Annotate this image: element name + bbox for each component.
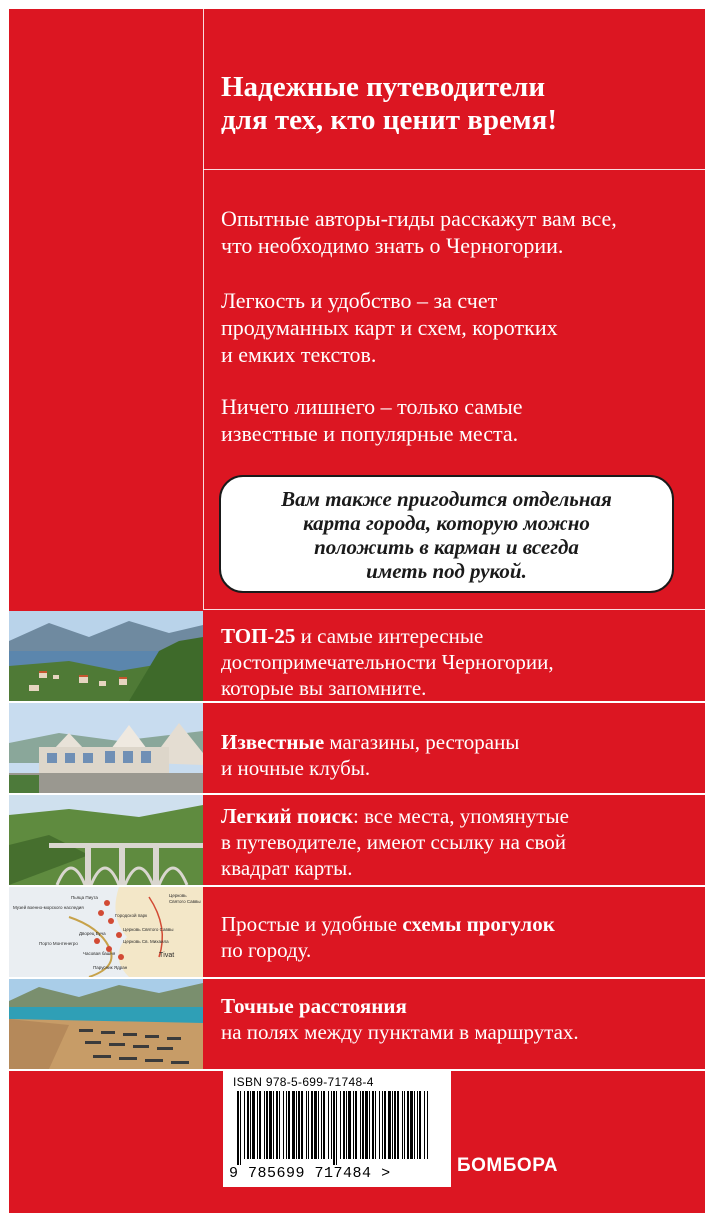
map-callout-box [219,475,674,593]
barcode-bar [394,1091,396,1159]
map-label-9: Церковь Св. Михаила [123,939,169,944]
intro-3-line-1: Ничего лишнего – только самые [221,394,523,419]
barcode-panel [223,1069,451,1187]
feature-3-line-3: квадрат карты. [221,856,353,880]
feature-5-bold: Точные расстояния [221,994,407,1018]
barcode-bar [269,1091,272,1159]
callout-line-2: карта города, которую можно [303,511,590,535]
barcode-bar [384,1091,386,1159]
barcode-bar [301,1091,303,1159]
feature-5-line-2: на полях между пунктами в маршрутах. [221,1020,579,1044]
feature-4-line-2: по городу. [221,938,312,962]
barcode-bar [240,1091,241,1165]
headline [221,71,691,137]
barcode-bar [397,1091,399,1159]
barcode-bar [333,1091,335,1165]
intro-3-line-2: известные и популярные места. [221,421,519,446]
feature-4-bold: схемы прогулок [402,912,555,936]
photo-bridge [9,795,203,885]
barcode-bar [392,1091,393,1159]
feature-3-rest: : все места, упомянутые [353,804,569,828]
barcode-bar [407,1091,409,1159]
feature-2-bold: Известные [221,730,325,754]
barcode-arrow: > [381,1165,391,1182]
callout-line-4: иметь под рукой. [366,559,527,583]
map-label-12: Парусник Ядран [93,965,128,970]
map-label-6: Дворец Буча [79,931,106,936]
map-label-8: Порто Монтенегро [39,941,78,946]
barcode-bar [244,1091,245,1159]
barcode-bar [292,1091,295,1159]
barcode-bar [237,1091,239,1165]
barcode-bar [259,1091,261,1159]
barcode-bar [252,1091,255,1159]
barcode-bar [414,1091,415,1159]
barcode-bar [419,1091,421,1159]
feature-4-pre: Простые и удобные [221,912,403,936]
features-top-divider [203,609,705,610]
barcode-bar [388,1091,391,1159]
map-label-10: Часовая башня [83,951,116,956]
barcode-bar [323,1091,325,1159]
back-cover [9,9,705,1213]
barcode-bar [321,1091,322,1159]
barcode-bar [427,1091,428,1159]
barcode-bar [286,1091,287,1159]
feature-1-line-3: которые вы запомните. [221,676,427,700]
feature-walking-routes [221,911,691,963]
intro-paragraph-ease [221,287,691,368]
feature-1-bold: ТОП-25 [221,624,296,648]
map-label-2: Музей военно-морского наследия [13,905,84,910]
barcode-bar [311,1091,313,1159]
feature-3-bold: Легкий поиск [221,804,354,828]
barcode-bar [314,1091,317,1159]
barcode-first-digit: 9 [229,1165,239,1182]
feature-distances [221,993,691,1045]
publisher-logo: БОМБОРА [457,1155,558,1176]
intro-2-line-1: Легкость и удобство – за счет [221,288,498,313]
intro-1-line-1: Опытные авторы-гиды расскажут вам все, [221,206,617,231]
feature-easy-search [221,803,691,881]
isbn-text: ISBN 978-5-699-71748-4 [233,1075,374,1089]
barcode-digits [229,1165,391,1182]
barcode-bar [424,1091,425,1159]
callout-text [221,477,672,583]
barcode-bar [273,1091,274,1159]
barcode-bar [279,1091,280,1159]
barcode-digit-groups: 785699 717484 [248,1165,372,1182]
barcode-bar [266,1091,268,1159]
barcode-bar [247,1091,249,1159]
barcode-bar [343,1091,345,1159]
map-label-1: Пьяца Пиута [71,895,98,900]
barcode-bar [372,1091,374,1159]
feature-2-line-2: и ночные клубы. [221,756,371,780]
headline-divider [203,169,705,170]
feature-1-line-2: достопримечательности Черногории, [221,650,554,674]
intro-paragraph-authors [221,205,691,259]
intro-1-line-2: что необходимо знать о Черногории. [221,233,564,258]
map-label-3: Городской парк [115,913,148,918]
barcode-bar [336,1091,337,1165]
callout-line-1: Вам также пригодится отдельная [281,487,612,511]
barcode-bar [365,1091,368,1159]
barcode-bar [348,1091,351,1159]
map-label-4: Церковь [169,893,187,898]
barcode-bar [382,1091,383,1159]
barcode-bar [355,1091,357,1159]
barcode-bar [328,1091,329,1159]
feature-top25 [221,623,691,701]
barcode-bar [276,1091,278,1159]
barcode-bar [318,1091,319,1159]
barcode-bar [288,1091,290,1159]
intro-paragraph-nothing-extra [221,393,691,447]
photo-beach [9,979,203,1069]
barcode-bar [402,1091,403,1159]
intro-2-line-2: продуманных карт и схем, коротких [221,315,558,340]
intro-2-line-3: и емких текстов. [221,342,377,367]
barcode-bar [331,1091,332,1159]
feature-shops [221,729,691,781]
barcode-bar [369,1091,370,1159]
barcode-bar [257,1091,258,1159]
barcode-bar [250,1091,251,1159]
map-label-11: Тivat [159,952,175,959]
vertical-divider [203,9,204,609]
map-label-7: Церковь Святого Саввы [123,927,174,932]
barcode-bars [231,1091,443,1165]
feature-3-line-2: в путеводителе, имеют ссылку на свой [221,830,567,854]
photo-kotor-bay [9,611,203,701]
barcode-bar [340,1091,341,1159]
barcode-bar [283,1091,284,1159]
barcode-bar [308,1091,309,1159]
barcode-bar [353,1091,354,1159]
callout-line-3: положить в карман и всегда [314,535,579,559]
feature-2-rest: магазины, рестораны [324,730,520,754]
barcode-bar [417,1091,418,1159]
headline-line-2: для тех, кто ценит время! [221,104,557,136]
barcode-bar [264,1091,265,1159]
barcode-bar [298,1091,300,1159]
headline-line-1: Надежные путеводители [221,71,546,103]
barcode-bar [379,1091,380,1159]
feature-1-rest: и самые интересные [295,624,484,648]
barcode-bar [362,1091,364,1159]
map-label-5: Святого Саввы [169,899,201,904]
barcode-bar [346,1091,347,1159]
barcode-bar [296,1091,297,1159]
barcode-bar [410,1091,413,1159]
barcode-bar [404,1091,405,1159]
photo-walking-map [9,887,203,977]
barcode-bar [306,1091,307,1159]
barcode-bar [360,1091,361,1159]
barcode-bar [375,1091,376,1159]
photo-building [9,703,203,793]
